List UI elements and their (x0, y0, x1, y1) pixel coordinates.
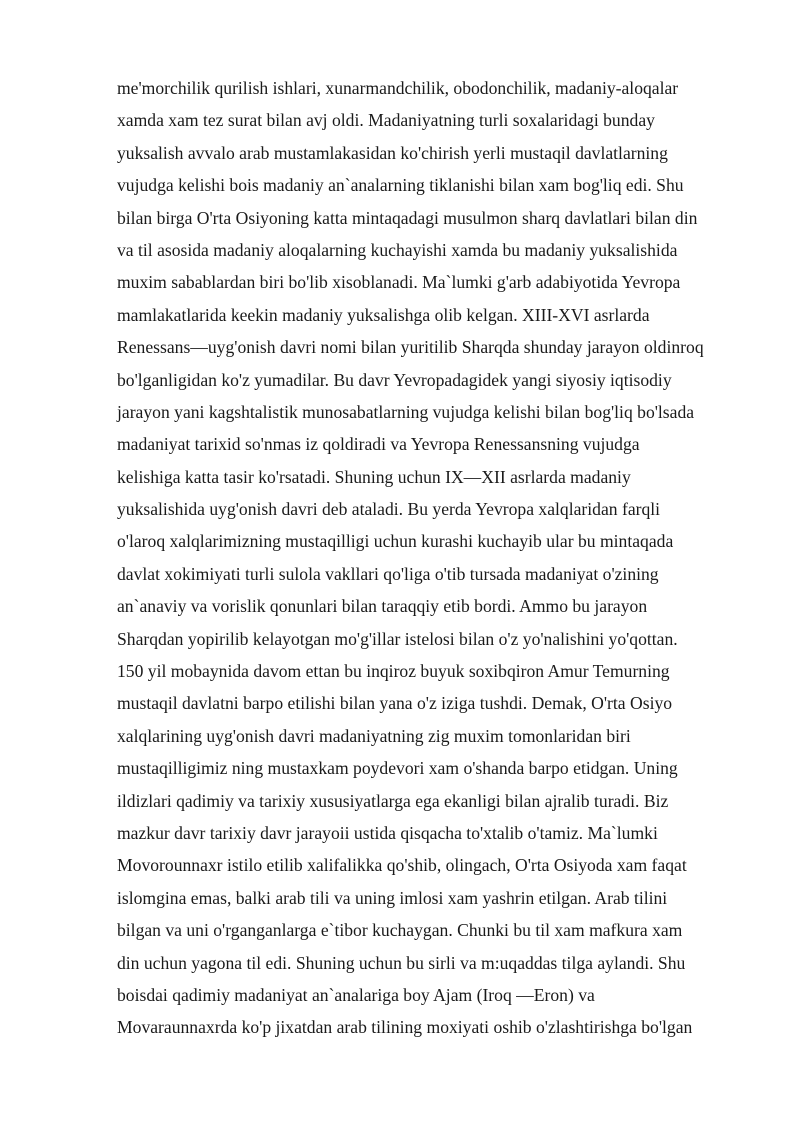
text-line: yuksalish avvalo arab mustamlakasidan ko'chirish yerli mustaqil davlatlarning (117, 142, 668, 163)
text-line: boisdai qadimiy madaniyat an`analariga boy Ajam (Iroq —Eron) va (117, 984, 595, 1005)
text-line: jarayon yani kagshtalistik munosabatlarning vujudga kelishi bilan bog'liq bo'lsada (117, 401, 695, 422)
text-line: islomgina emas, balki arab tili va uning imlosi xam yashrin etilgan. Arab tilini (117, 887, 668, 908)
text-line: an`anaviy va vorislik qonunlari bilan taraqqiy etib bordi. Ammo bu jarayon (117, 596, 648, 617)
text-line: davlat xokimiyati turli sulola vakllari qo'liga o'tib tursada madaniyat o'zining (117, 563, 659, 584)
text-line: kelishiga katta tasir ko'rsatadi. Shuning uchun IX—XII asrlarda madaniy (117, 466, 631, 487)
text-line: vujudga kelishi bois madaniy an`analarning tiklanishi bilan xam bog'liq edi. Shu (117, 175, 684, 196)
text-line: Movorounnaxr istilo etilib xalifalikka qo'shib, olingach, O'rta Osiyoda xam faqat (117, 855, 687, 876)
text-line: 150 yil mobaynida davom ettan bu inqiroz buyuk soxibqiron Amur Temurning (117, 661, 670, 682)
text-line: ildizlari qadimiy va tarixiy xususiyatlarga ega ekanligi bilan ajralib turadi. Biz (117, 790, 669, 811)
text-line: va til asosida madaniy aloqalarning kuchayishi xamda bu madaniy yuksalishida (117, 239, 678, 260)
text-line: yuksalishida uyg'onish davri deb ataladi. Bu yerda Yevropa xalqlaridan farqli (117, 499, 661, 520)
text-line: xamda xam tez surat bilan avj oldi. Madaniyatning turli soxalaridagi bunday (117, 110, 655, 131)
text-line: Renessans—uyg'onish davri nomi bilan yuritilib Sharqda shunday jarayon oldinroq (117, 337, 704, 358)
text-line: din uchun yagona til edi. Shuning uchun bu sirli va m:uqaddas tilga aylandi. Shu (117, 952, 686, 973)
text-line: mazkur davr tarixiy davr jarayoii ustida qisqacha to'xtalib o'tamiz. Ma`lumki (117, 822, 658, 843)
text-line: mustaqilligimiz ning mustaxkam poydevori xam o'shanda barpo etidgan. Uning (117, 758, 678, 779)
text-line: bo'lganligidan ko'z yumadilar. Bu davr Yevropadagidek yangi siyosiy iqtisodiy (117, 369, 672, 390)
text-line: mamlakatlarida keekin madaniy yuksalishga olib kelgan. XIII-XVI asrlarda (117, 304, 650, 325)
text-line: mustaqil davlatni barpo etilishi bilan yana o'z iziga tushdi. Demak, O'rta Osiyo (117, 693, 673, 714)
text-line: madaniyat tarixid so'nmas iz qoldiradi va Yevropa Renessansning vujudga (117, 434, 640, 455)
text-line: muxim sabablardan biri bo'lib xisoblanadi. Ma`lumki g'arb adabiyotida Yevropa (117, 272, 681, 293)
body-text (117, 72, 747, 1044)
text-line: Sharqdan yopirilib kelayotgan mo'g'illar istelosi bilan o'z yo'nalishini yo'qottan. (117, 628, 678, 649)
text-line: bilan birga O'rta Osiyoning katta mintaqadagi musulmon sharq davlatlari bilan din (117, 207, 698, 228)
text-line: bilgan va uni o'rganganlarga e`tibor kuchaygan. Chunki bu til xam mafkura xam (117, 920, 683, 941)
text-line: o'laroq xalqlarimizning mustaqilligi uchun kurashi kuchayib ular bu mintaqada (117, 531, 674, 552)
text-line: Movaraunnaxrda ko'p jixatdan arab tilining moxiyati oshib o'zlashtirishga bo'lgan (117, 1017, 693, 1038)
text-line: me'morchilik qurilish ishlari, xunarmandchilik, obodonchilik, madaniy-aloqalar (117, 78, 679, 98)
text-line: xalqlarining uyg'onish davri madaniyatning zig muxim tomonlaridan biri (117, 725, 631, 746)
